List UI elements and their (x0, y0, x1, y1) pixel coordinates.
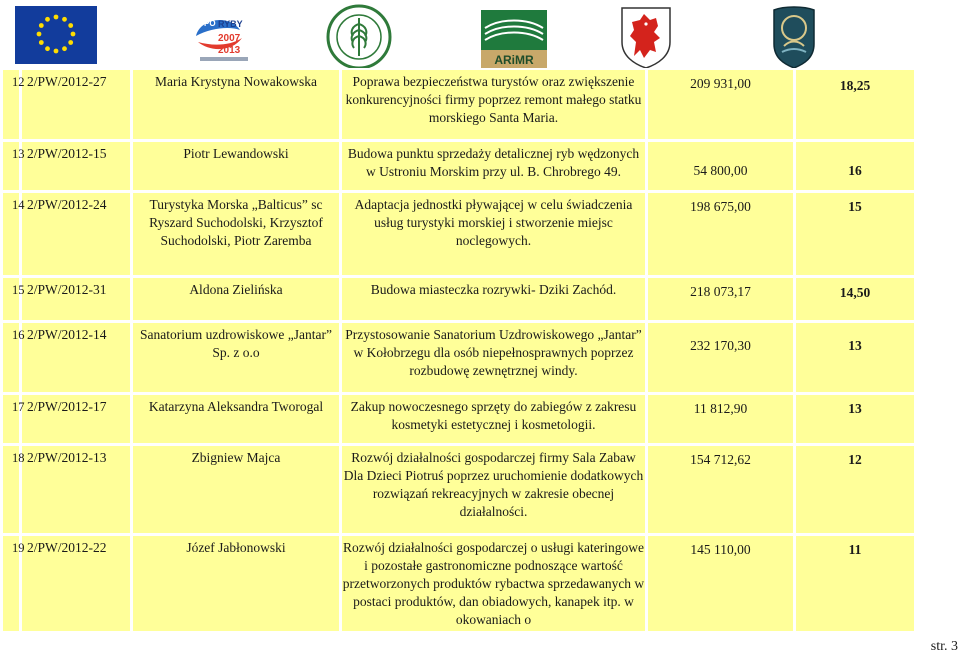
project-title: Adaptacja jednostki pływającej w celu świadczenia usług turystyki morskiej i stworzenie miejsc noclegowych. (354, 197, 633, 248)
row-number-cell (1, 278, 25, 323)
project-title: Budowa miasteczka rozrywki- Dziki Zachód. (370, 282, 617, 297)
project-title-cell (342, 446, 648, 536)
row-number-cell (1, 536, 25, 634)
points-cell (796, 142, 917, 193)
application-id-cell (22, 395, 133, 446)
applicant-name: Aldona Zielińska (189, 282, 283, 297)
application-id: 2/PW/2012-17 (27, 399, 107, 414)
svg-text:2007: 2007 (218, 33, 241, 44)
application-id-cell (22, 323, 133, 395)
points-cell (796, 323, 917, 395)
amount-cell (648, 446, 796, 536)
amount: 198 675,00 (690, 199, 751, 214)
applicant-name-cell (133, 278, 342, 323)
applicant-name-cell (133, 536, 342, 634)
eu-flag-logo (15, 6, 97, 64)
points: 14,50 (839, 285, 871, 300)
project-title-cell (342, 395, 648, 446)
arimr-logo (481, 10, 547, 68)
points-cell (796, 278, 917, 323)
amount-cell (648, 395, 796, 446)
row-number: 12 (12, 75, 25, 89)
applicant-name: Piotr Lewandowski (183, 146, 289, 161)
project-title: Rozwój działalności gospodarczej firmy Sala Zabaw Dla Dzieci Piotruś poprzez uruchomienie dodatkowych rozwiązań rekreacyjnych w zakresie obecnej działalności. (343, 450, 644, 519)
projects-table (1, 68, 917, 634)
amount-cell (648, 536, 796, 634)
applicant-name: Józef Jabłonowski (186, 540, 286, 555)
amount-cell (648, 323, 796, 395)
application-id-cell (22, 446, 133, 536)
applicant-name-cell (133, 142, 342, 193)
points-cell (796, 193, 917, 278)
points: 16 (848, 163, 862, 178)
application-id: 2/PW/2012-14 (27, 327, 107, 342)
application-id: 2/PW/2012-15 (27, 146, 107, 161)
table-row (1, 193, 917, 278)
table-row (1, 536, 917, 634)
application-id-cell (22, 278, 133, 323)
application-id: 2/PW/2012-13 (27, 450, 107, 465)
row-number-cell (1, 323, 25, 395)
points: 13 (848, 338, 862, 353)
applicant-name: Maria Krystyna Nowakowska (155, 74, 317, 89)
table-row (1, 323, 917, 395)
table-row (1, 142, 917, 193)
points-cell (796, 68, 917, 142)
points: 12 (848, 452, 862, 467)
table-row (1, 278, 917, 323)
project-title-cell (342, 323, 648, 395)
project-title-cell (342, 536, 648, 634)
points-cell (796, 536, 917, 634)
applicant-name-cell (133, 193, 342, 278)
logo-header (0, 0, 960, 70)
amount-cell (648, 142, 796, 193)
points: 13 (848, 401, 862, 416)
row-number: 18 (12, 451, 25, 465)
svg-text:ARiMR: ARiMR (494, 53, 534, 67)
page-number: str. 3 (930, 639, 958, 654)
project-title-cell (342, 68, 648, 142)
points-cell (796, 446, 917, 536)
row-number-cell (1, 395, 25, 446)
points: 11 (848, 542, 862, 557)
applicant-name-cell (133, 446, 342, 536)
amount-cell (648, 278, 796, 323)
applicant-name-cell (133, 68, 342, 142)
row-number: 15 (12, 283, 25, 297)
amount: 145 110,00 (690, 542, 751, 557)
amount: 218 073,17 (690, 284, 751, 299)
amount: 209 931,00 (690, 76, 751, 91)
row-number: 19 (12, 541, 25, 555)
row-number: 14 (12, 198, 25, 212)
applicant-name: Zbigniew Majca (191, 450, 281, 465)
po-ryby-logo (190, 8, 258, 66)
pomorskie-griffin-coat-logo (620, 6, 672, 70)
application-id-cell (22, 142, 133, 193)
svg-text:2013: 2013 (218, 45, 241, 56)
row-number-cell (1, 68, 25, 142)
project-title: Budowa punktu sprzedaży detalicznej ryb wędzonych w Ustroniu Morskim przy ul. B. Chrobrego 49. (347, 146, 640, 179)
application-id: 2/PW/2012-24 (27, 197, 107, 212)
lgr-shield-logo (770, 4, 818, 70)
table-row (1, 395, 917, 446)
points: 18,25 (839, 78, 871, 93)
applicant-name: Turystyka Morska „Balticus” sc Ryszard Suchodolski, Krzysztof Suchodolski, Piotr Zaremba (149, 197, 323, 248)
amount: 232 170,30 (690, 338, 751, 353)
applicant-name: Sanatorium uzdrowiskowe „Jantar” Sp. z o.o (140, 327, 332, 360)
application-id-cell (22, 193, 133, 278)
table-row (1, 68, 917, 142)
application-id: 2/PW/2012-31 (27, 282, 107, 297)
application-id-cell (22, 68, 133, 142)
amount: 11 812,90 (693, 401, 748, 416)
application-id: 2/PW/2012-27 (27, 74, 107, 89)
svg-text:RYBY: RYBY (218, 19, 243, 29)
applicant-name-cell (133, 395, 342, 446)
ministry-agriculture-seal-logo (326, 4, 392, 70)
applicant-name-cell (133, 323, 342, 395)
project-title: Poprawa bezpieczeństwa turystów oraz zwiększenie konkurencyjności firmy poprzez remont małego statku morskiego Santa Maria. (345, 74, 642, 125)
application-id-cell (22, 536, 133, 634)
row-number-cell (1, 193, 25, 278)
table-row (1, 446, 917, 536)
row-number: 16 (12, 328, 25, 342)
project-title: Zakup nowoczesnego sprzęty do zabiegów z zakresu kosmetyki estetycznej i kosmetologii. (350, 399, 637, 432)
amount-cell (648, 193, 796, 278)
row-number-cell (1, 446, 25, 536)
svg-text:PO: PO (204, 19, 216, 28)
project-title-cell (342, 278, 648, 323)
amount: 154 712,62 (690, 452, 751, 467)
amount-cell (648, 68, 796, 142)
points: 15 (848, 199, 862, 214)
project-title-cell (342, 193, 648, 278)
project-title-cell (342, 142, 648, 193)
row-number: 17 (12, 400, 25, 414)
application-id: 2/PW/2012-22 (27, 540, 107, 555)
row-number: 13 (12, 147, 25, 161)
project-title: Przystosowanie Sanatorium Uzdrowiskowego „Jantar” w Kołobrzegu dla osób niepełnosprawnych poprzez rozbudowę zewnętrznej windy. (345, 327, 642, 378)
row-number-cell (1, 142, 25, 193)
points-cell (796, 395, 917, 446)
amount: 54 800,00 (693, 163, 748, 178)
project-title: Rozwój działalności gospodarczej o usługi kateringowe i pozostałe gastronomiczne podnoszące wartość przetworzonych produktów rybactwa sprzedawanych w postaci produktów, dan obiadowych, kanapek itp. w okowaniach o (342, 540, 645, 627)
applicant-name: Katarzyna Aleksandra Tworogal (148, 399, 324, 414)
